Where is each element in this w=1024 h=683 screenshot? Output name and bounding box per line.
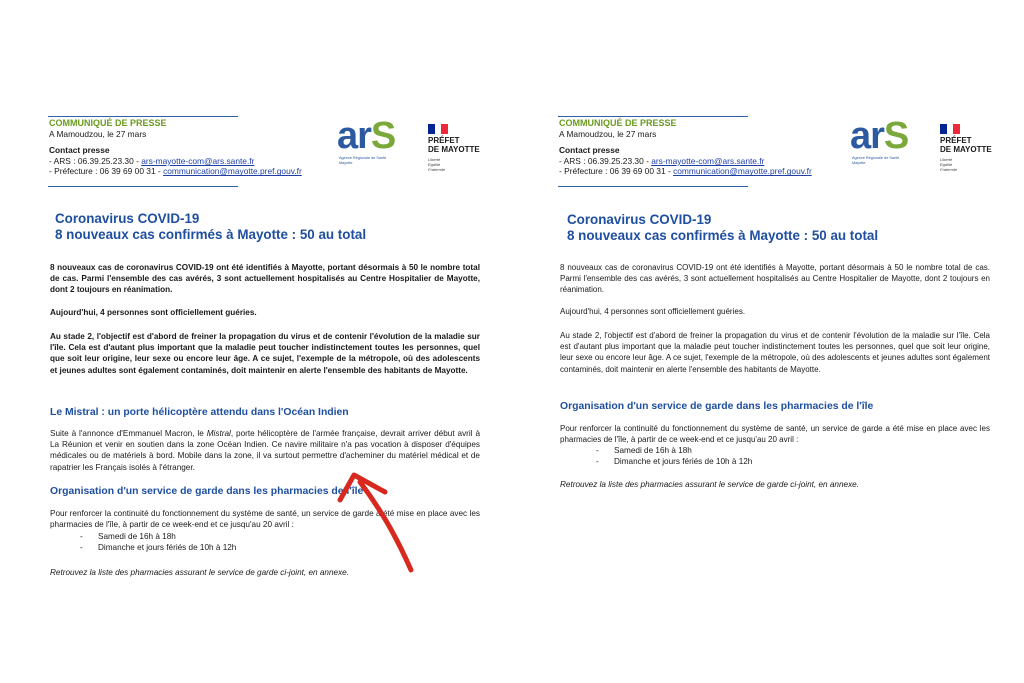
- french-flag-icon: [940, 124, 960, 134]
- contact-prefecture: - Préfecture : 06 39 69 00 31 - communication@mayotte.pref.gouv.fr: [49, 166, 302, 177]
- garde-hours-list: [80, 531, 380, 554]
- paragraph-garde: Pour renforcer la continuité du fonctionnement du système de santé, un service de garde a été mise en place avec les pharmacies de l'île, à partir de ce week-end et ce jusqu'au 20 avril :: [50, 509, 480, 530]
- header-rule-bottom: [558, 186, 748, 187]
- contact-title: Contact presse: [559, 145, 620, 156]
- ars-email-link[interactable]: ars-mayotte-com@ars.sante.fr: [141, 155, 255, 166]
- garde-hours-list: [596, 445, 896, 468]
- page-title: Coronavirus COVID-19 8 nouveaux cas confirmés à Mayotte : 50 au total: [55, 211, 367, 242]
- header-rule-top: [48, 116, 238, 117]
- contact-title: Contact presse: [49, 145, 110, 156]
- prefecture-email-link[interactable]: communication@mayotte.pref.gouv.fr: [673, 166, 812, 177]
- place-date: A Mamoudzou, le 27 mars: [559, 128, 657, 139]
- paragraph-garde: Pour renforcer la continuité du fonctionnement du système de santé, un service de garde a été mise en place avec les pharmacies de l'île, à partir de ce week-end et ce jusqu'au 20 avril :: [560, 424, 990, 445]
- republic-motto: Liberté Égalité Fraternité: [428, 157, 446, 172]
- french-flag-icon: [428, 124, 448, 134]
- header-rule-top: [558, 116, 748, 117]
- section-heading-mistral: Le Mistral : un porte hélicoptère attendu dans l'Océan Indien: [50, 407, 349, 418]
- ars-tagline: Agence Régionale de Santé Mayotte: [852, 156, 900, 165]
- press-label: COMMUNIQUÉ DE PRESSE: [559, 118, 677, 128]
- annex-note: Retrouvez la liste des pharmacies assurant le service de garde ci-joint, en annexe.: [560, 480, 859, 489]
- contact-ars: - ARS : 06.39.25.23.30 - ars-mayotte-com@ars.sante.fr: [559, 155, 765, 166]
- list-item: - Samedi de 16h à 18h: [596, 446, 692, 455]
- press-header: [559, 118, 859, 177]
- list-item: - Dimanche et jours fériés de 10h à 12h: [80, 543, 237, 553]
- press-label: COMMUNIQUÉ DE PRESSE: [49, 118, 167, 128]
- header-rule-bottom: [48, 186, 238, 187]
- paragraph-recovered: Aujourd'hui, 4 personnes sont officiellement guéries.: [560, 307, 746, 316]
- paragraph-cases: 8 nouveaux cas de coronavirus COVID-19 ont été identifiés à Mayotte, portant désormais à 50 le nombre total de cas. Parmi l'ensemble des cas avérés, 3 sont actuellement hospitalisés au Centre Hospitalier de Mayotte, dont 2 toujours en réanimation.: [560, 263, 990, 295]
- section-heading-garde: Organisation d'un service de garde dans les pharmacies de l'île: [50, 486, 364, 497]
- paragraph-stage2: Au stade 2, l'objectif est d'abord de freiner la propagation du virus et de contenir l'évolution de la maladie sur l'île. Cela est d'autant plus important que la maladie peut toucher indistinctement toutes les personnes, quel que soit leur origine, leur sexe ou encore leur âge. A ce sujet, l'exemple de la métropole, où des adolescents et jeunes adultes sont également contaminés, doit maintenir en alerte l'ensemble des habitants de Mayotte.: [560, 331, 990, 374]
- paragraph-mistral: Suite à l'annonce d'Emmanuel Macron, le Mistral, porte hélicoptère de l'armée française, devrait arriver début avril à La Réunion et venir en soutien dans la zone Océan Indien. Ce navire militaire n'a pas vocation à disposer d'équipes médicales ou de matériels à bord. Mobile dans la zone, il va surtout permettre d'acheminer du matériel médical et de rapatrier les Français isolés à l'étranger.: [50, 429, 480, 472]
- ars-email-link[interactable]: ars-mayotte-com@ars.sante.fr: [651, 155, 765, 166]
- document-original: [30, 0, 500, 683]
- press-header: [49, 118, 349, 177]
- contact-ars: - ARS : 06.39.25.23.30 - ars-mayotte-com@ars.sante.fr: [49, 155, 255, 166]
- ars-logo: arS Agence Régionale de Santé Mayotte: [850, 120, 930, 168]
- republic-motto: Liberté Égalité Fraternité: [940, 157, 958, 172]
- prefet-logo: PRÉFET DE MAYOTTE Liberté Égalité Fraternité: [940, 124, 1010, 172]
- paragraph-recovered: Aujourd'hui, 4 personnes sont officiellement guéries.: [50, 308, 257, 317]
- paragraph-cases: 8 nouveaux cas de coronavirus COVID-19 ont été identifiés à Mayotte, portant désormais à 50 le nombre total de cas. Parmi l'ensemble des cas avérés, 3 sont actuellement hospitalisés au Centre Hospitalier de Mayotte, dont 2 toujours en réanimation.: [50, 263, 480, 295]
- contact-prefecture: - Préfecture : 06 39 69 00 31 - communication@mayotte.pref.gouv.fr: [559, 166, 812, 177]
- prefecture-email-link[interactable]: communication@mayotte.pref.gouv.fr: [163, 166, 302, 177]
- paragraph-stage2: Au stade 2, l'objectif est d'abord de freiner la propagation du virus et de contenir l'évolution de la maladie sur l'île. Cela est d'autant plus important que la maladie peut toucher indistinctement toutes les personnes, quel que soit leur origine, leur sexe ou encore leur âge. A ce sujet, l'exemple de la métropole, où des adolescents et jeunes adultes sont également contaminés, doit maintenir en alerte l'ensemble des habitants de Mayotte.: [50, 332, 480, 375]
- document-edited: [540, 0, 1010, 683]
- section-heading-garde: Organisation d'un service de garde dans les pharmacies de l'île: [560, 401, 874, 412]
- ars-logo: arS Agence Régionale de Santé Mayotte: [337, 120, 417, 168]
- list-item: - Dimanche et jours fériés de 10h à 12h: [596, 457, 753, 467]
- page-title: Coronavirus COVID-19 8 nouveaux cas confirmés à Mayotte : 50 au total: [567, 212, 879, 243]
- prefet-logo: PRÉFET DE MAYOTTE Liberté Égalité Fraternité: [428, 124, 498, 172]
- ars-tagline: Agence Régionale de Santé Mayotte: [339, 156, 387, 165]
- place-date: A Mamoudzou, le 27 mars: [49, 128, 147, 139]
- annex-note: Retrouvez la liste des pharmacies assurant le service de garde ci-joint, en annexe.: [50, 568, 349, 577]
- list-item: - Samedi de 16h à 18h: [80, 532, 176, 541]
